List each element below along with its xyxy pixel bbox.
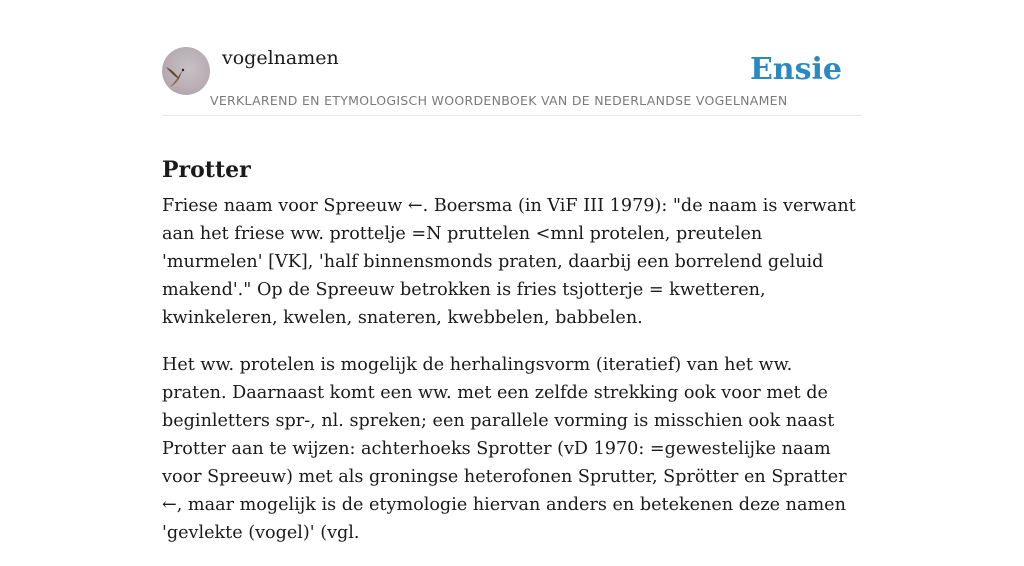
article-title: Protter: [162, 156, 251, 183]
ensie-logo-link[interactable]: Ensie: [749, 52, 842, 87]
article-body: [162, 192, 862, 566]
article-paragraph: Friese naam voor Spreeuw ←. Boersma (in ViF III 1979): "de naam is verwant aan het friese ww. prottelje =N pruttelen <mnl protelen, preutelen 'murmelen' [VK], 'half binnensmonds praten, daarbij een borrelend geluid makend'." Op de Spreeuw betrokken is fries tsjotterje = kwetteren, kwinkeleren, kwelen, snateren, kwebbelen, babbelen.: [162, 196, 856, 328]
blog-subtitle: VERKLAREND EN ETYMOLOGISCH WOORDENBOEK VAN DE NEDERLANDSE VOGELNAMEN: [210, 93, 788, 108]
bird-avatar-icon[interactable]: [162, 47, 210, 95]
content-container: [162, 0, 862, 543]
site-header: [162, 0, 862, 116]
blog-name-link[interactable]: vogelnamen: [222, 47, 339, 69]
article-paragraph: Het ww. protelen is mogelijk de herhalingsvorm (iteratief) van het ww. praten. Daarnaast komt een ww. met een zelfde strekking ook voor met de beginletters spr-, nl. spreken; een parallele vorming is misschien ook naast Protter aan te wijzen: achterhoeks Sprotter (vD 1970: =gewestelijke naam voor Spreeuw) met als groningse heterofonen Sprutter, Sprötter en Spratter ←, maar mogelijk is de etymologie hiervan anders en betekenen deze namen 'gevlekte (vogel)' (vgl.: [162, 355, 847, 543]
